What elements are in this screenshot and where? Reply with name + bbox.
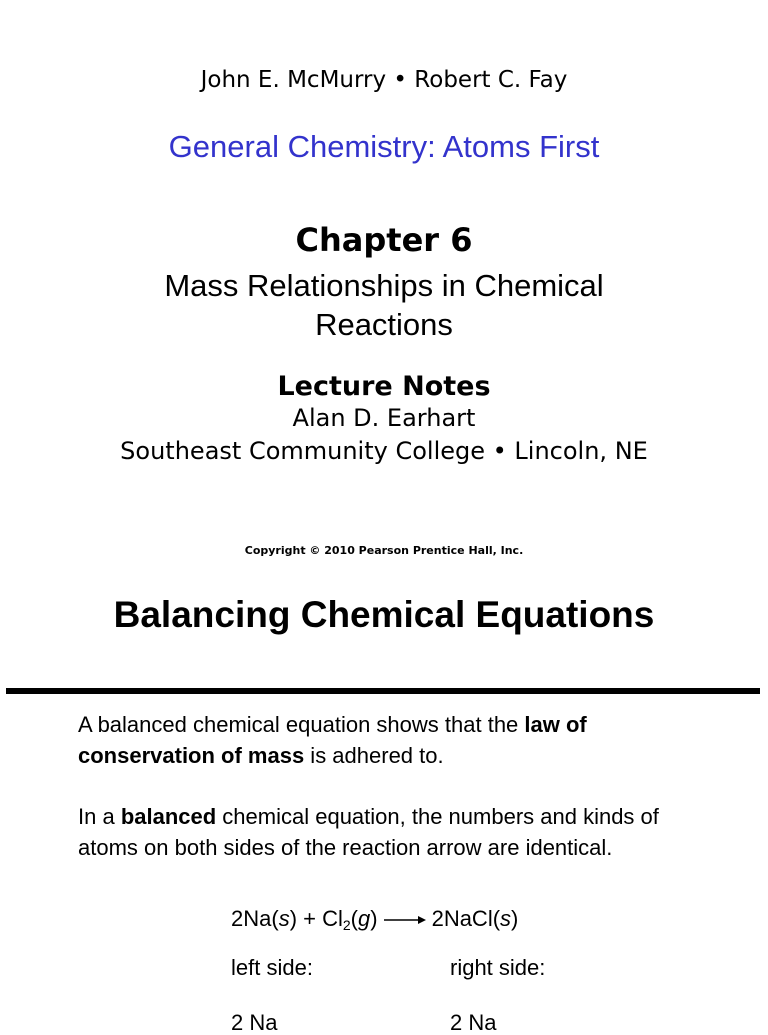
eq-reactant1: 2Na( bbox=[231, 906, 279, 931]
authors: John E. McMurry • Robert C. Fay bbox=[200, 67, 568, 93]
eq-close-paren: ) bbox=[370, 906, 378, 931]
paragraph-balanced bbox=[78, 801, 708, 863]
eq-product-state: s bbox=[500, 906, 512, 931]
para1-bold: law of conservation of mass bbox=[78, 712, 587, 768]
title-divider bbox=[6, 688, 760, 694]
eq-reactant2-state: g bbox=[358, 906, 371, 931]
content-slide bbox=[0, 580, 768, 1035]
paragraph-conservation bbox=[78, 709, 708, 771]
eq-open-paren: ( bbox=[350, 906, 358, 931]
chapter-heading: Chapter 6 bbox=[295, 221, 473, 259]
lecturer-name: Alan D. Earhart bbox=[292, 404, 476, 432]
right-arrow-icon bbox=[384, 914, 426, 926]
eq-product: 2NaCl( bbox=[431, 906, 501, 931]
chemical-equation bbox=[231, 906, 519, 933]
institution: Southeast Community College • Lincoln, NE bbox=[120, 437, 648, 465]
right-side-label: right side: bbox=[450, 955, 546, 980]
eq-subscript: 2 bbox=[342, 917, 351, 933]
book-title: General Chemistry: Atoms First bbox=[168, 129, 600, 164]
slide-title: Balancing Chemical Equations bbox=[113, 594, 655, 635]
chapter-subtitle: Mass Relationships in Chemical Reactions bbox=[164, 268, 604, 342]
para2-text-after: chemical equation, the numbers and kinds of atoms on both sides of the reaction arrow are identical. bbox=[78, 804, 659, 860]
eq-product-close: ) bbox=[511, 906, 519, 931]
left-atom-count: 2 Na bbox=[231, 1010, 278, 1035]
para1-text-after: is adhered to. bbox=[304, 743, 444, 768]
eq-plus-chlorine: ) + Cl bbox=[289, 906, 343, 931]
eq-reactant1-state: s bbox=[278, 906, 290, 931]
para1-text-before: A balanced chemical equation shows that the bbox=[78, 712, 525, 737]
left-side-label: left side: bbox=[231, 955, 313, 980]
lecture-notes-heading: Lecture Notes bbox=[277, 371, 491, 402]
copyright-notice: Copyright © 2010 Pearson Prentice Hall, Inc. bbox=[244, 544, 524, 557]
para2-text-before: In a bbox=[78, 804, 121, 829]
para2-bold: balanced bbox=[120, 804, 217, 829]
right-atom-count: 2 Na bbox=[450, 1010, 497, 1035]
